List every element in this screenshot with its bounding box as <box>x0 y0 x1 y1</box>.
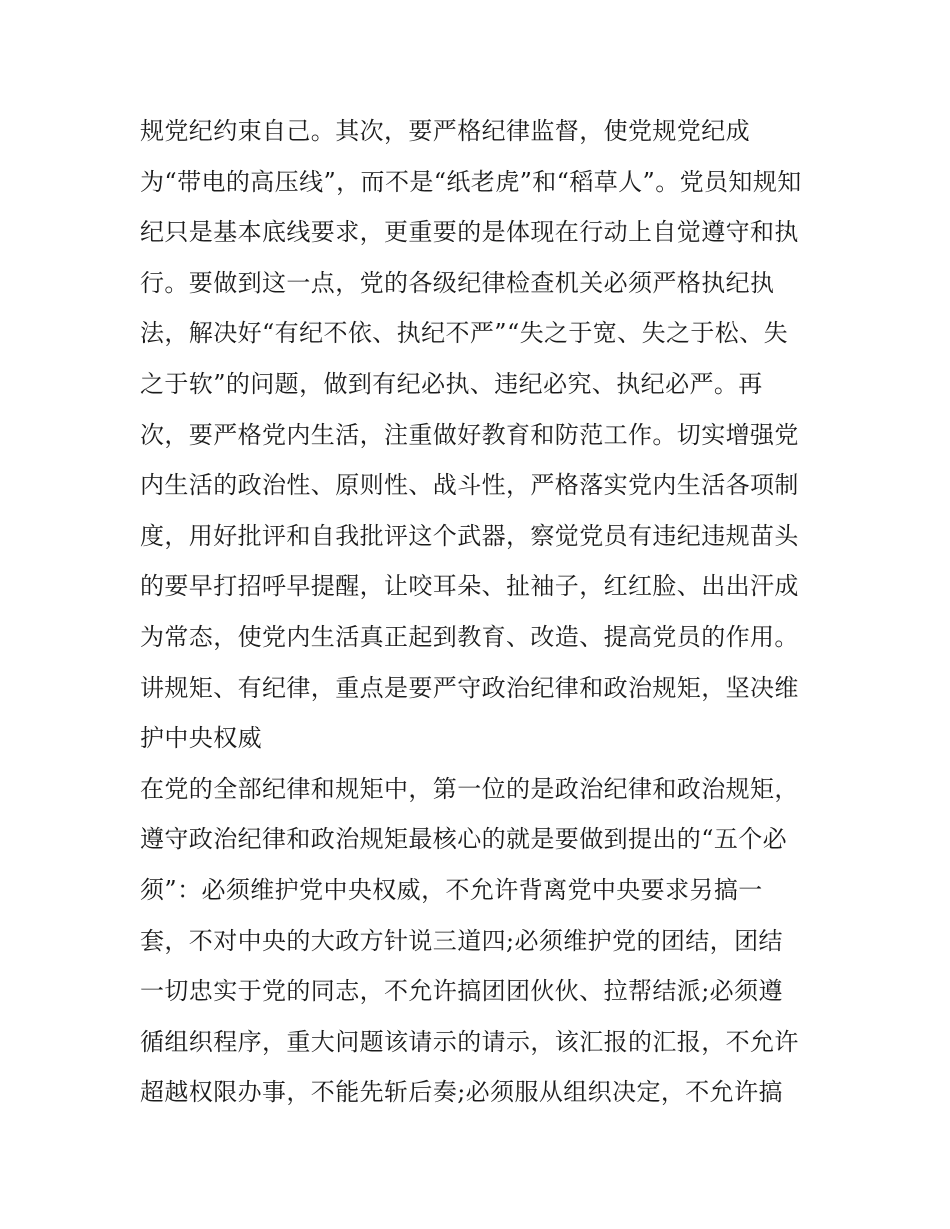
text-line: 度，用好批评和自我批评这个武器，察觉党员有违纪违规苗头 <box>140 521 799 550</box>
text-line: 循组织程序，重大问题该请示的请示，该汇报的汇报，不允许 <box>140 1027 799 1056</box>
text-line: 为常态，使党内生活真正起到教育、改造、提高党员的作用。 <box>140 622 799 651</box>
text-line: 法，解决好“有纪不依、执纪不严”“失之于宽、失之于松、失 <box>140 319 789 348</box>
text-line: 讲规矩、有纪律，重点是要严守政治纪律和政治规矩，坚决维 <box>140 673 799 702</box>
text-line: 为“带电的高压线”，而不是“纸老虎”和“稻草人”。党员知规知 <box>140 167 802 196</box>
text-line: 行。要做到这一点，党的各级纪律检查机关必须严格执纪执 <box>140 268 775 297</box>
text-line: 内生活的政治性、原则性、战斗性，严格落实党内生活各项制 <box>140 471 799 500</box>
text-line: 在党的全部纪律和规矩中，第一位的是政治纪律和政治规矩， <box>140 774 799 803</box>
text-line: 护中央权威 <box>140 724 262 753</box>
text-line: 次，要严格党内生活，注重做好教育和防范工作。切实增强党 <box>140 420 799 449</box>
text-line: 的要早打招呼早提醒，让咬耳朵、扯袖子，红红脸、出出汗成 <box>140 572 799 601</box>
text-line: 须”：必须维护党中央权威，不允许背离党中央要求另搞一 <box>140 875 763 904</box>
text-line: 之于软”的问题，做到有纪必执、违纪必究、执纪必严。再 <box>140 369 763 398</box>
text-line: 套，不对中央的大政方针说三道四;必须维护党的团结，团结 <box>140 926 783 955</box>
text-line: 遵守政治纪律和政治规矩最核心的就是要做到提出的“五个必 <box>140 825 788 854</box>
text-line: 纪只是基本底线要求，更重要的是体现在行动上自觉遵守和执 <box>140 218 799 247</box>
text-line: 超越权限办事，不能先斩后奏;必须服从组织决定，不允许搞 <box>140 1078 783 1107</box>
text-line: 一切忠实于党的同志，不允许搞团团伙伙、拉帮结派;必须遵 <box>140 977 783 1006</box>
body-text <box>140 106 830 1118</box>
text-line: 规党纪约束自己。其次，要严格纪律监督，使党规党纪成 <box>140 117 750 145</box>
